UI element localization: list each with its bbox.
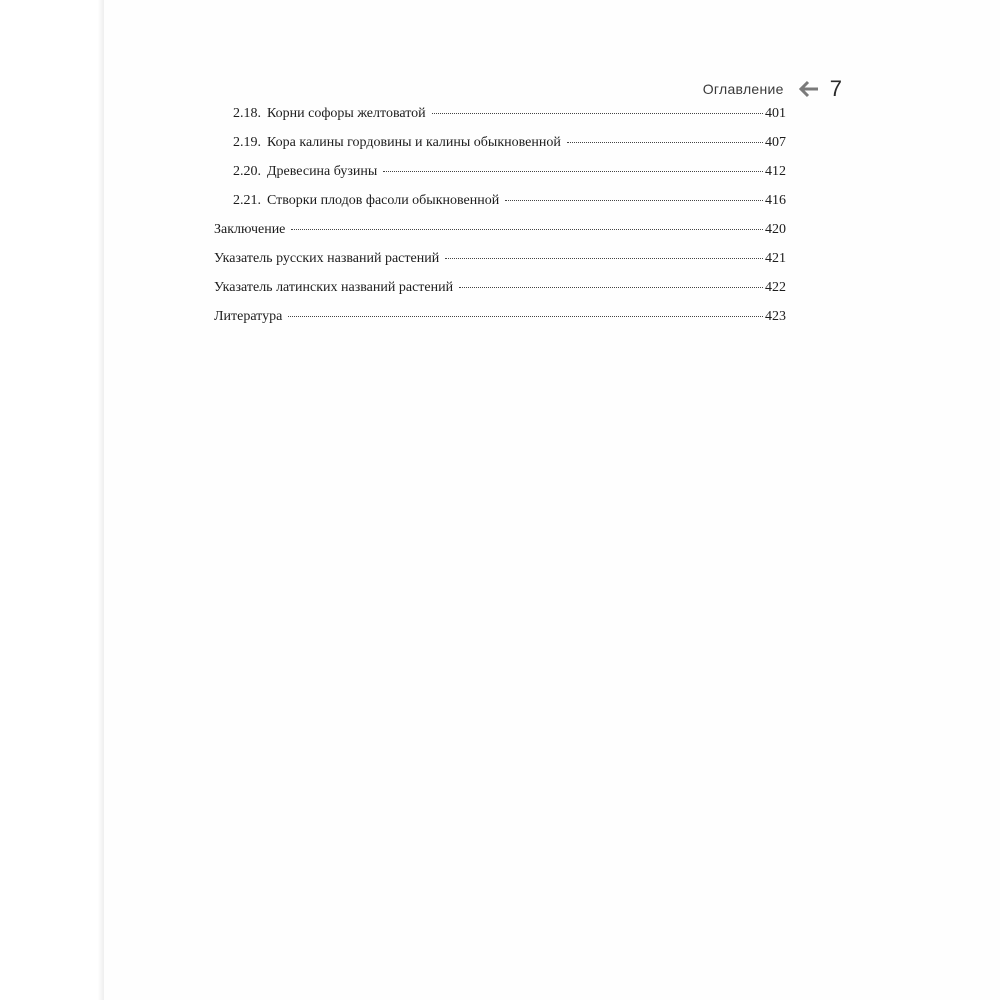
arrow-left-icon [798,80,820,98]
toc-entry-title: Корни софоры желтоватой [267,106,426,121]
toc-entry-page: 401 [765,106,786,121]
toc-entry-page: 407 [765,135,786,150]
dot-leader [291,229,763,230]
toc-entry-number: 2.18. [233,106,261,121]
toc-entry-page: 416 [765,193,786,208]
toc-entry-page: 422 [765,280,786,295]
toc-entry-title: Указатель русских названий растений [214,251,440,266]
toc-entry[interactable] [214,164,786,193]
toc-entry[interactable] [214,280,786,309]
running-head [703,76,842,102]
dot-leader [432,113,763,114]
toc-entry-number: 2.21. [233,193,261,208]
toc-entry[interactable] [214,193,786,222]
toc-entry-title: Указатель латинских названий растений [214,280,454,295]
toc-entry-title: Древесина бузины [267,164,378,179]
toc-entry-title: Заключение [214,222,286,237]
toc-entry-title: Кора калины гордовины и калины обыкновенной [267,135,561,150]
toc-entry-page: 423 [765,309,786,324]
running-head-title: Оглавление [702,81,784,97]
toc-entry-title: Створки плодов фасоли обыкновенной [267,193,500,208]
toc-entry-number: 2.20. [233,164,261,179]
toc-entry[interactable] [214,135,786,164]
toc-entry[interactable] [214,309,786,338]
dot-leader [445,258,763,259]
toc-entry[interactable] [214,106,786,135]
toc-entry-title: Литература [214,309,283,324]
dot-leader [288,316,763,317]
toc-entry-page: 420 [765,222,786,237]
toc-entry-page: 412 [765,164,786,179]
page-binding-edge [0,0,104,1000]
table-of-contents [214,106,786,338]
toc-entry[interactable] [214,222,786,251]
dot-leader [505,200,763,201]
dot-leader [459,287,763,288]
dot-leader [567,142,763,143]
toc-entry-page: 421 [765,251,786,266]
toc-entry-number: 2.19. [233,135,261,150]
page-number: 7 [829,76,842,101]
toc-entry[interactable] [214,251,786,280]
dot-leader [383,171,763,172]
